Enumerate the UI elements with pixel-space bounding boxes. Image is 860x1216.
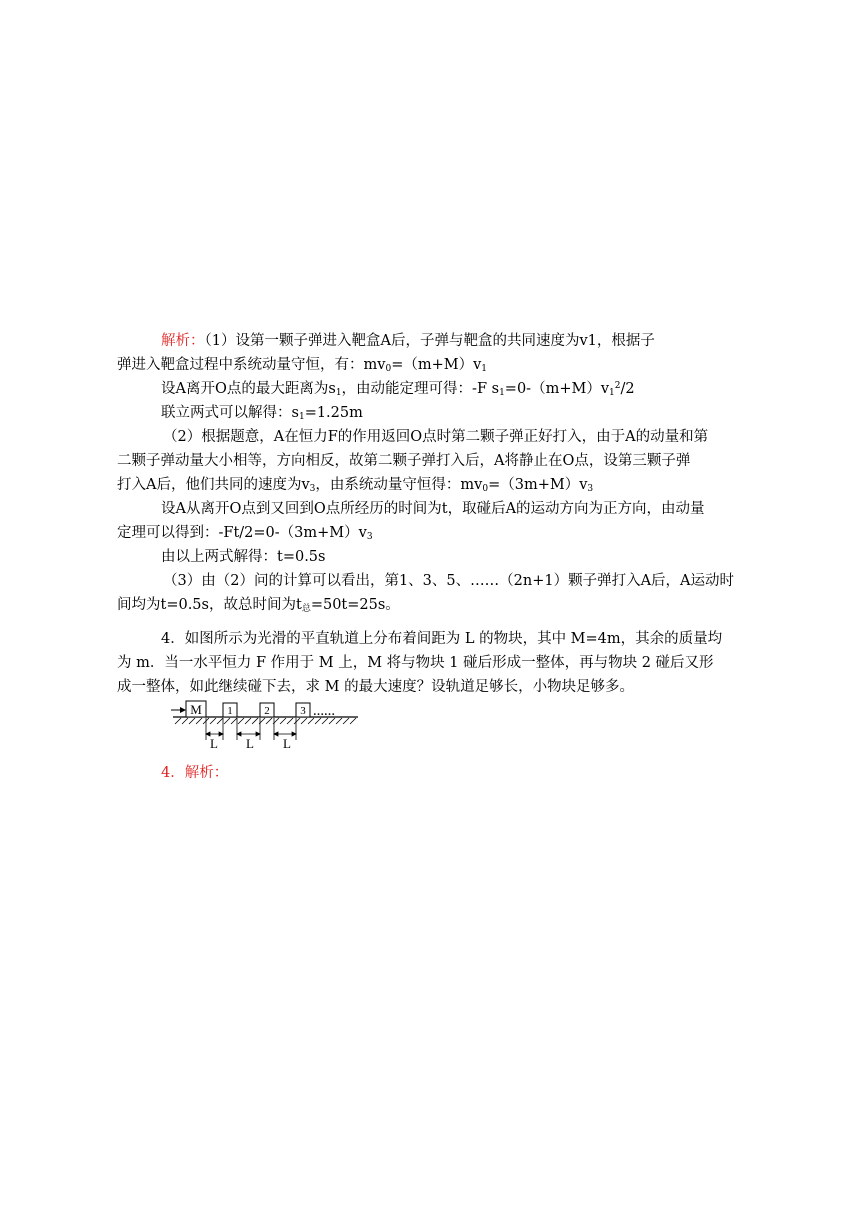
subscript: 1: [499, 388, 505, 398]
analysis-label: 解析：: [161, 333, 205, 349]
block-2-label: 2: [264, 705, 270, 717]
analysis-line-4: [161, 401, 776, 425]
block-3-label: 3: [300, 705, 306, 717]
text-run: 间均为t=0.5s，故总时间为t: [117, 597, 302, 613]
subscript: 3: [366, 532, 373, 542]
analysis-line-2: [117, 353, 732, 377]
analysis-line-11: （3）由（2）问的计算可以看出，第1、3、5、……（2n+1）颗子弹打入A后，A运动时: [163, 573, 735, 589]
subscript: 总: [301, 604, 311, 614]
subscript: 0: [385, 364, 392, 374]
analysis-line-3: [161, 377, 776, 401]
block-m-label: M: [190, 702, 202, 717]
subscript: 3: [587, 484, 594, 494]
text-run: =1.25m: [304, 405, 363, 421]
superscript: 2: [614, 381, 621, 391]
block-1-label: 1: [227, 705, 233, 717]
subscript: 1: [609, 388, 615, 398]
text-run: =（m+M）v: [391, 357, 482, 373]
analysis-line-6: 二颗子弹动量大小相等，方向相反，故第二颗子弹打入后，A将静止在O点，设第三颗子弹: [117, 453, 691, 469]
text-run: =50t=25s。: [310, 597, 400, 613]
continuation-dots: ……: [313, 706, 335, 718]
subscript: 1: [298, 412, 305, 422]
text-run: =（3m+M）v: [488, 477, 588, 493]
analysis-line-8: 设A从离开O点到又回到O点所经历的时间为t，取碰后A的运动方向为正方向，由动量: [161, 501, 705, 517]
subscript: 0: [482, 484, 489, 494]
problem4-answer-label: 4．解析：: [161, 765, 229, 781]
track-blocks-diagram: [168, 698, 368, 750]
text-run: /2: [620, 381, 635, 397]
gap-label-3: L: [283, 736, 291, 750]
text-run: 联立两式可以解得：s: [161, 405, 299, 421]
analysis-line-7: [117, 473, 732, 497]
text-run: =0-（m+M）v: [504, 381, 610, 397]
ground-hatching: [175, 718, 356, 724]
problem4-line-1: 4．如图所示为光滑的平直轨道上分布着间距为 L 的物块，其中 M=4m，其余的质量均: [161, 631, 723, 647]
subscript: 3: [309, 484, 316, 494]
analysis-line-9: [117, 521, 732, 545]
arrowhead-icon: [180, 707, 186, 713]
text-run: ，由系统动量守恒得：mv: [315, 477, 483, 493]
text-run: ，由动能定理可得：-F s: [341, 381, 500, 397]
text-run: 设A离开O点的最大距离为s: [161, 381, 336, 397]
text-run: 弹进入靶盒过程中系统动量守恒，有：mv: [117, 357, 386, 373]
problem4-line-2: 为 m．当一水平恒力 F 作用于 M 上，M 将与物块 1 碰后形成一整体，再与物块 2 碰后又形: [117, 655, 714, 671]
text-run: 定理可以得到：-Ft/2=0-（3m+M）v: [117, 525, 367, 541]
subscript: 1: [335, 388, 342, 398]
analysis-line-5: （2）根据题意，A在恒力F的作用返回O点时第二颗子弹正好打入，由于A的动量和第: [163, 429, 709, 445]
gap-label-1: L: [210, 736, 218, 750]
subscript: 1: [481, 364, 488, 374]
analysis-text: （1）设第一颗子弹进入靶盒A后，子弹与靶盒的共同速度为v1，根据子: [204, 333, 655, 349]
problem4-line-3: 成一整体，如此继续碰下去，求 M 的最大速度？设轨道足够长，小物块足够多。: [117, 679, 635, 695]
gap-label-2: L: [246, 736, 254, 750]
text-run: 打入A后，他们共同的速度为v: [117, 477, 310, 493]
analysis-line-10: 由以上两式解得：t=0.5s: [161, 549, 326, 565]
analysis-line-1: [161, 329, 776, 353]
analysis-line-12: [117, 593, 732, 617]
